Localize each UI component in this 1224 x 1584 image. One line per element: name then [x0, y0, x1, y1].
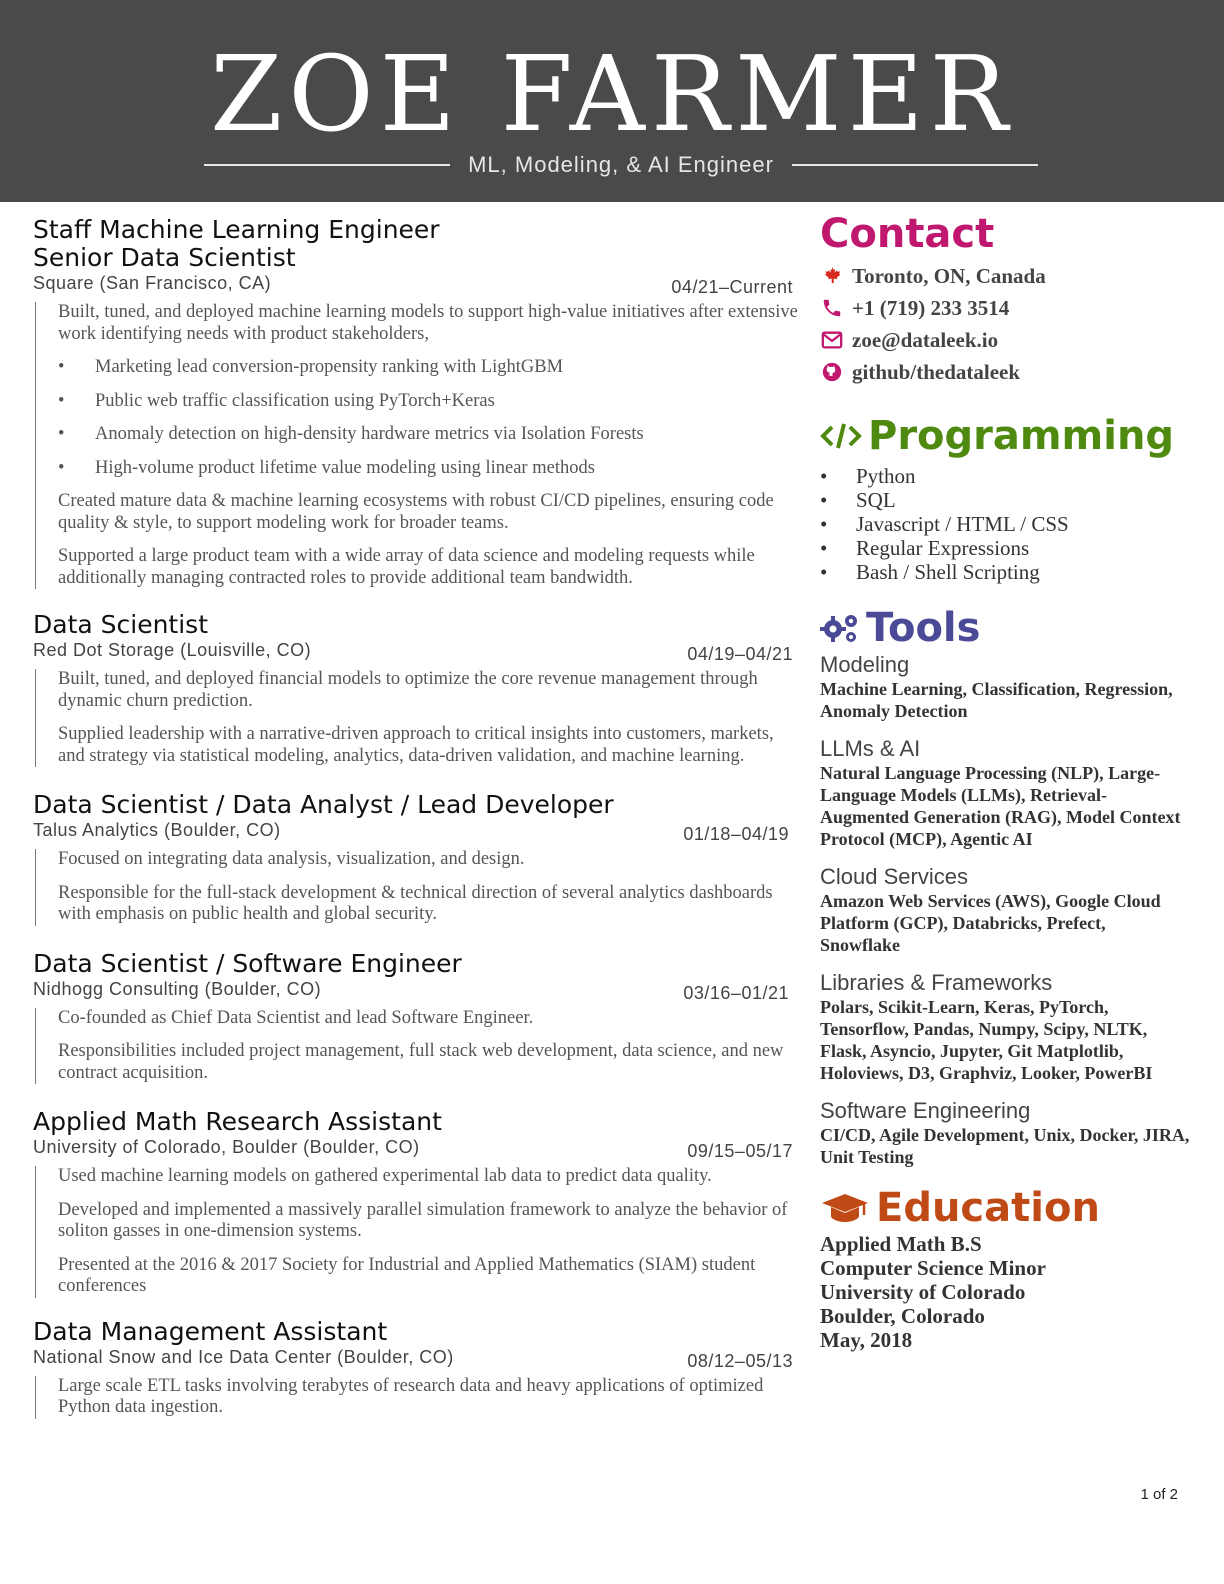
job-paragraph: Used machine learning models on gathered experimental lab data to predict data quality. — [58, 1166, 712, 1186]
job-bullet: • Anomaly detection on high-density hardware metrics via Isolation Forests — [58, 424, 803, 446]
job-description — [35, 1376, 803, 1419]
location-text: Toronto, ON, Canada — [852, 264, 1046, 288]
job-company: Square (San Francisco, CA) — [33, 273, 272, 293]
job-company: Talus Analytics (Boulder, CO) — [33, 820, 281, 840]
programming-item: • Bash / Shell Scripting — [820, 560, 1190, 584]
job-title: Staff Machine Learning Engineer — [33, 215, 440, 244]
job-paragraph: Large scale ETL tasks involving terabytes of research data and heavy applications of optimized Python data ingestion. — [58, 1375, 764, 1417]
job-description — [35, 1008, 803, 1085]
contact-location — [820, 260, 1190, 292]
education-line: Boulder, Colorado — [820, 1304, 985, 1328]
job-meta — [33, 1346, 803, 1371]
job-paragraph: Responsibilities included project management, full stack web development, data science, and new contract acquisition. — [58, 1041, 784, 1083]
job-title: Data Scientist — [33, 610, 208, 639]
programming-list — [820, 464, 1190, 584]
job-subtitle: ML, Modeling, & AI Engineer — [468, 152, 774, 177]
contact-heading — [820, 210, 1190, 258]
job-description — [35, 849, 803, 926]
tool-category: Modeling — [820, 652, 910, 677]
subtitle-rule-right — [792, 164, 1038, 166]
github-icon — [820, 360, 844, 384]
job-company: University of Colorado, Boulder (Boulder, CO) — [33, 1137, 420, 1157]
job-dates: 04/19–04/21 — [687, 644, 793, 664]
tool-items: Machine Learning, Classification, Regression, Anomaly Detection — [820, 679, 1173, 721]
job-paragraph: Focused on integrating data analysis, visualization, and design. — [58, 849, 525, 869]
job-description — [35, 669, 803, 767]
job-paragraph: Built, tuned, and deployed financial models to optimize the core revenue management through dynamic churn prediction. — [58, 669, 758, 711]
code-icon — [820, 421, 862, 451]
programming-heading-text: Programming — [868, 413, 1175, 459]
job-dates: 01/18–04/19 — [683, 824, 789, 844]
job-bullet: • Marketing lead conversion-propensity ranking with LightGBM — [58, 357, 803, 379]
programming-item: • Python — [820, 464, 1190, 488]
job-dates: 08/12–05/13 — [687, 1350, 793, 1371]
tool-group — [820, 970, 1190, 1084]
education-heading — [820, 1184, 1190, 1232]
job-paragraph: Responsible for the full-stack development & technical direction of several analytics dashboards with emphasis on public health and global security. — [58, 882, 773, 924]
job-entry — [33, 950, 803, 1085]
job-meta — [33, 272, 803, 297]
job-bullet: • High-volume product lifetime value modeling using linear methods — [58, 458, 803, 480]
tool-group — [820, 652, 1190, 722]
job-entry — [33, 1318, 803, 1419]
job-meta — [33, 819, 803, 844]
job-meta — [33, 639, 803, 664]
job-paragraph: Built, tuned, and deployed machine learning models to support high-value initiatives after extensive work identifying needs with product stakeholders, — [58, 302, 798, 344]
email-text[interactable]: zoe@dataleek.io — [852, 328, 999, 352]
contact-email[interactable] — [820, 324, 1190, 356]
tool-group — [820, 864, 1190, 956]
tool-category: Cloud Services — [820, 864, 968, 889]
contact-github[interactable] — [820, 356, 1190, 388]
tool-items: Natural Language Processing (NLP), Large-Language Models (LLMs), Retrieval-Augmented Generation (RAG), Model Context Protocol (MCP), Agentic AI — [820, 763, 1181, 849]
job-company: National Snow and Ice Data Center (Boulder, CO) — [33, 1346, 454, 1367]
job-title: Applied Math Research Assistant — [33, 1107, 442, 1136]
tool-items: Amazon Web Services (AWS), Google Cloud Platform (GCP), Databricks, Prefect, Snowflake — [820, 891, 1161, 955]
education-line: Applied Math B.S — [820, 1232, 982, 1256]
job-paragraph: Presented at the 2016 & 2017 Society for Industrial and Applied Mathematics (SIAM) student conferences — [58, 1254, 756, 1296]
programming-heading — [820, 412, 1190, 460]
job-entry — [33, 611, 803, 767]
programming-item: • SQL — [820, 488, 1190, 512]
github-text[interactable]: github/thedataleek — [852, 360, 1021, 384]
job-bullet: • Public web traffic classification using PyTorch+Keras — [58, 391, 803, 413]
sidebar-column — [820, 210, 1190, 1352]
job-paragraph: Created mature data & machine learning ecosystems with robust CI/CD pipelines, ensuring code quality & style, to support modeling work for broader teams. — [58, 491, 774, 533]
subtitle-rule-left — [204, 164, 450, 166]
contact-heading-text: Contact — [820, 211, 995, 257]
tool-items: Polars, Scikit-Learn, Keras, PyTorch, Tensorflow, Pandas, Numpy, Scipy, NLTK, Flask, Asyncio, Jupyter, Git Matplotlib, Holoviews, D3, Graphviz, Looker, PowerBI — [820, 997, 1153, 1083]
page-number: 1 of 2 — [1140, 1486, 1178, 1503]
subtitle-row — [204, 150, 1038, 180]
tool-category: Libraries & Frameworks — [820, 970, 1053, 995]
education-heading-text: Education — [876, 1185, 1100, 1231]
tools-heading-text: Tools — [866, 605, 981, 651]
tool-group — [820, 1098, 1190, 1168]
maple-leaf-icon — [820, 264, 844, 288]
contact-phone[interactable] — [820, 292, 1190, 324]
job-meta — [33, 1136, 803, 1161]
candidate-name: ZOE FARMER — [210, 33, 1014, 155]
job-dates: 04/21–Current — [671, 277, 793, 297]
job-bullets — [58, 357, 803, 479]
phone-icon — [820, 296, 844, 320]
education-line: May, 2018 — [820, 1328, 913, 1352]
tool-group — [820, 736, 1190, 850]
phone-text[interactable]: +1 (719) 233 3514 — [852, 296, 1010, 320]
job-entry — [33, 1108, 803, 1298]
job-paragraph: Supplied leadership with a narrative-driven approach to critical insights into customers, markets, and strategy via statistical modeling, analytics, data-driven validation, and machine learning. — [58, 724, 774, 766]
job-dates: 09/15–05/17 — [687, 1141, 793, 1161]
job-description — [35, 1166, 803, 1298]
education-line: University of Colorado — [820, 1280, 1026, 1304]
job-title: Data Management Assistant — [33, 1316, 388, 1346]
graduation-cap-icon — [820, 1191, 870, 1225]
job-entry — [33, 216, 803, 589]
job-paragraph: Co-founded as Chief Data Scientist and lead Software Engineer. — [58, 1007, 534, 1028]
header-banner — [0, 0, 1224, 202]
tool-category: LLMs & AI — [820, 736, 921, 761]
job-title: Data Scientist / Software Engineer — [33, 948, 462, 978]
job-company: Nidhogg Consulting (Boulder, CO) — [33, 978, 322, 999]
job-paragraph: Developed and implemented a massively parallel simulation framework to analyze the behavior of soliton gasses in one-dimension systems. — [58, 1199, 788, 1241]
tool-items: CI/CD, Agile Development, Unix, Docker, JIRA, Unit Testing — [820, 1125, 1190, 1167]
job-dates: 03/16–01/21 — [683, 982, 789, 1003]
job-title-secondary: Senior Data Scientist — [33, 243, 296, 272]
email-icon — [820, 328, 844, 352]
education-line: Computer Science Minor — [820, 1256, 1046, 1280]
job-title: Data Scientist / Data Analyst / Lead Developer — [33, 790, 614, 819]
job-description — [35, 302, 803, 589]
job-paragraph: Supported a large product team with a wide array of data science and modeling requests while additionally managing contracted roles to provide additional team bandwidth. — [58, 546, 755, 588]
tools-heading — [820, 604, 1190, 652]
job-meta — [33, 978, 803, 1003]
job-company: Red Dot Storage (Louisville, CO) — [33, 640, 312, 660]
programming-item: • Javascript / HTML / CSS — [820, 512, 1190, 536]
gears-icon — [820, 612, 860, 644]
experience-column — [33, 216, 803, 1419]
tool-category: Software Engineering — [820, 1098, 1031, 1123]
programming-item: • Regular Expressions — [820, 536, 1190, 560]
job-entry — [33, 791, 803, 926]
